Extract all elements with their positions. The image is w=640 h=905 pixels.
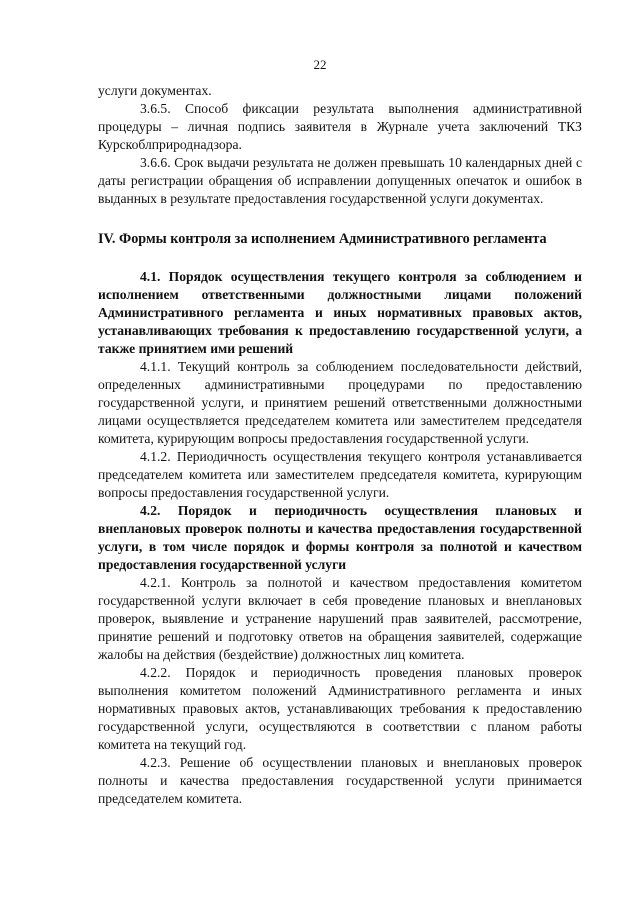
page-content (98, 82, 582, 808)
paragraph-3-6-6: 3.6.6. Срок выдачи результата не должен превышать 10 календарных дней с даты регистрации обращения об исправлении допущенных опечаток и ошибок в выданных в результате предоставления государственной услуги документах. (98, 155, 582, 206)
paragraph-4-2-3: 4.2.3. Решение об осуществлении плановых и внеплановых проверок полноты и качества предоставления государственной услуги принимается председателем комитета. (98, 755, 582, 806)
paragraph-4-2-2: 4.2.2. Порядок и периодичность проведения плановых проверок выполнения комитетом положений Административного регламента и иных нормативных правовых актов, устанавливающих требования к предоставлению государственной услуги, осуществляются в соответствии с планом работы комитета на текущий год. (98, 665, 582, 752)
paragraph-4-2-1: 4.2.1. Контроль за полнотой и качеством предоставления комитетом государственной услуги включает в себя проведение плановых и внеплановых проверок, выявление и устранение нарушений прав заявителей, рассмотрение, принятие решений и подготовку ответов на обращения заявителей, содержащие жалобы на действия (бездействие) должностных лиц комитета. (98, 575, 582, 662)
page-number: 22 (313, 57, 327, 72)
subsection-4-1-heading: 4.1. Порядок осуществления текущего контроля за соблюдением и исполнением ответственными должностными лицами положений Административного регламента и иных нормативных правовых актов, устанавливающих требования к предоставлению государственной услуги, а также принятием ими решений (98, 269, 582, 356)
paragraph-3-6-5: 3.6.5. Способ фиксации результата выполнения административной процедуры – личная подпись заявителя в Журнале учета заключений ТКЗ Курскоблприроднадзора. (98, 101, 582, 152)
section-heading: IV. Формы контроля за исполнением Административного регламента (98, 231, 547, 247)
paragraph-continuation: услуги документах. (98, 83, 212, 98)
paragraph-4-1-2: 4.1.2. Периодичность осуществления текущего контроля устанавливается председателем комитета или заместителем председателя комитета, курирующим вопросы предоставления государственной услуги. (98, 449, 582, 500)
paragraph-4-1-1: 4.1.1. Текущий контроль за соблюдением последовательности действий, определенных административными процедурами по предоставлению государственной услуги, и принятием решений ответственными должностными лицами осуществляется председателем комитета или заместителем председателя комитета, курирующим вопросы предоставления государственной услуги. (98, 359, 582, 446)
subsection-4-2-heading: 4.2. Порядок и периодичность осуществления плановых и внеплановых проверок полноты и качества предоставления государственной услуги, в том числе порядок и формы контроля за полнотой и качеством предоставления государственной услуги (98, 503, 582, 572)
